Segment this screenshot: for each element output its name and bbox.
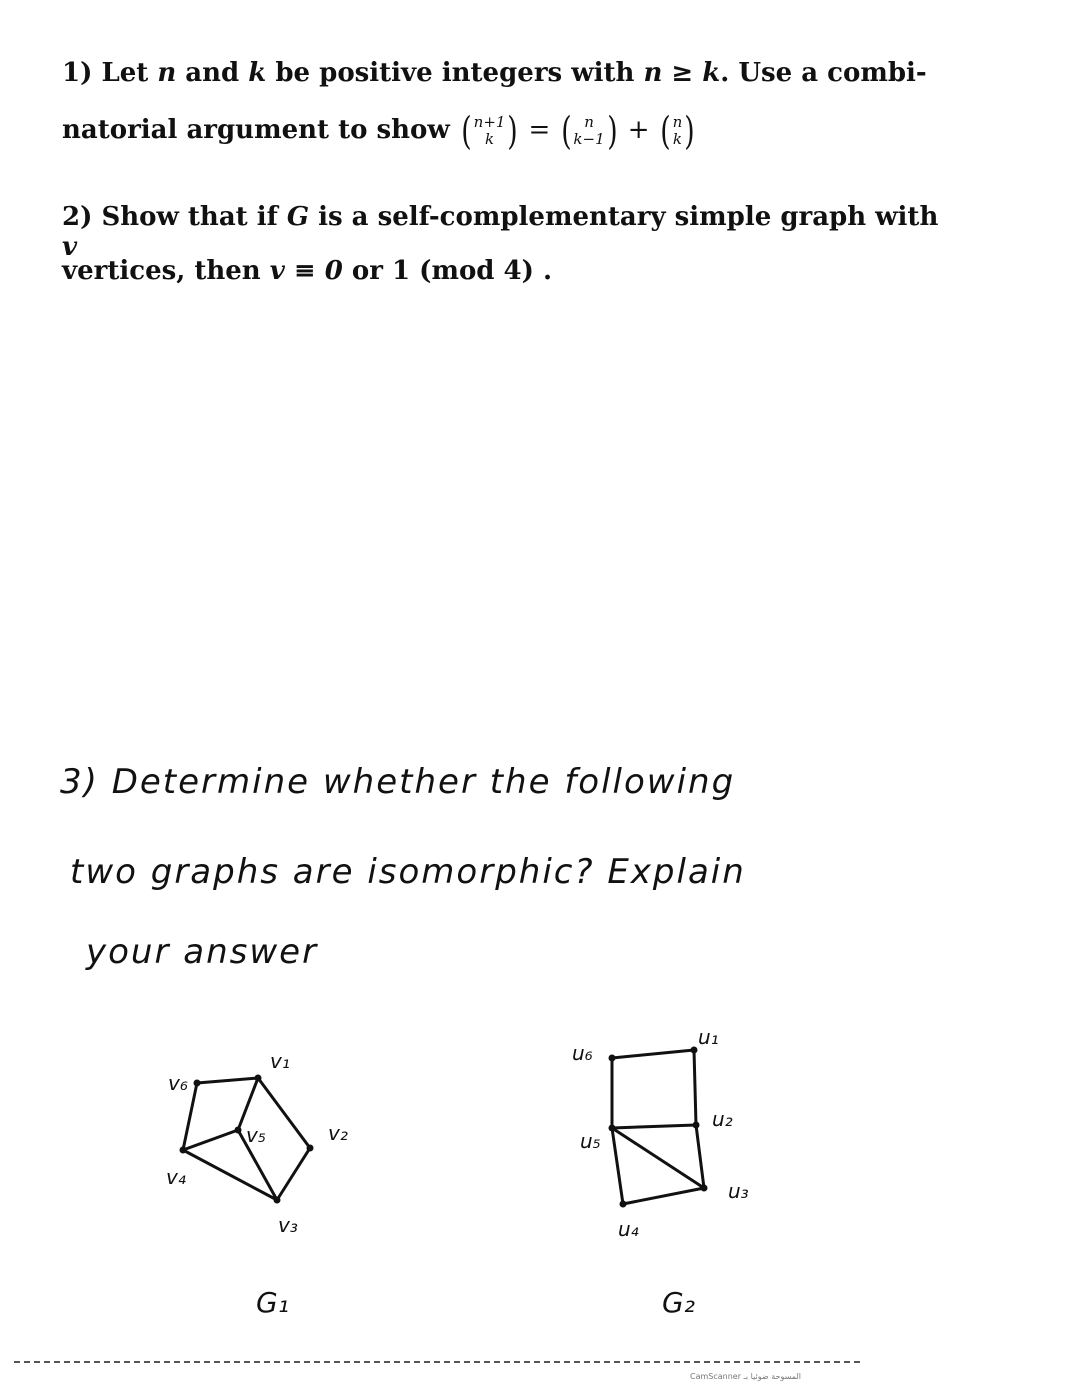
footer-divider (14, 1361, 860, 1363)
question-3-line-1: 3) Determine whether the following (60, 762, 736, 802)
vertex-u2 (693, 1122, 700, 1129)
q2-text: or 1 (mod 4) . (342, 256, 553, 286)
question-2-line-1 (62, 202, 962, 262)
vertex-u3 (701, 1185, 708, 1192)
question-3-line-3: your answer (86, 932, 319, 972)
vertex-u1 (691, 1047, 698, 1054)
graph-g2 (572, 1025, 749, 1319)
var-k: k (248, 58, 267, 88)
label-v4: v₄ (166, 1165, 186, 1189)
graph-g1-name: G₁ (256, 1286, 289, 1319)
edge-u5-u3 (612, 1128, 704, 1188)
binom-bottom: k (672, 130, 682, 148)
label-v2: v₂ (328, 1121, 348, 1145)
binomial-1: ( n+1 k ) (461, 109, 519, 153)
plus-sign: + (619, 115, 658, 145)
equals-sign: = (520, 115, 559, 145)
vertex-v6 (194, 1080, 201, 1087)
edge-u4-u5 (612, 1128, 623, 1204)
label-v3: v₃ (278, 1213, 298, 1237)
scanner-watermark: CamScanner المسوحة ضوئيا بـ (690, 1372, 802, 1381)
q2-text: 2) Show that if (62, 202, 287, 232)
vertex-v1 (255, 1075, 262, 1082)
edge-v6-v1 (197, 1078, 258, 1083)
vertex-u4 (620, 1201, 627, 1208)
vertex-u5 (609, 1125, 616, 1132)
label-v6: v₆ (168, 1071, 188, 1095)
q1-text: 1) Let (62, 58, 158, 88)
var-v: v (62, 232, 78, 262)
label-v5: v₅ (246, 1123, 266, 1147)
edge-u2-u3 (696, 1125, 704, 1188)
binom-bottom: k−1 (573, 130, 605, 148)
q1-text: . Use a combi- (720, 58, 927, 88)
vertex-v3 (274, 1197, 281, 1204)
q1-text: be positive integers with (266, 58, 644, 88)
binom-top: n (672, 113, 683, 131)
graph-g2-name: G₂ (662, 1286, 695, 1319)
graph-g1 (166, 1049, 348, 1319)
edge-u3-u4 (623, 1188, 704, 1204)
edge-u1-u2 (694, 1050, 696, 1125)
binom-top: n+1 (473, 113, 506, 131)
graphs-figure (0, 1020, 1080, 1350)
label-v1: v₁ (270, 1049, 290, 1073)
vertex-v5 (235, 1127, 242, 1134)
edge-u5-u2 (612, 1125, 696, 1128)
question-3-line-2: two graphs are isomorphic? Explain (70, 852, 746, 892)
q1-text: natorial argument to show (62, 115, 459, 145)
edge-u6-u1 (612, 1050, 694, 1058)
question-1-line-1 (62, 58, 962, 88)
vertex-v4 (180, 1147, 187, 1154)
q2-text: vertices, then (62, 256, 270, 286)
binomial-3: ( n k ) (660, 109, 695, 153)
q1-text: and (176, 58, 249, 88)
question-2-line-2 (62, 256, 962, 286)
label-u5: u₅ (580, 1129, 601, 1153)
q2-text: is a self-complementary simple graph with (309, 202, 939, 232)
congruence: v ≡ 0 (269, 256, 343, 286)
binomial-2: ( n k−1 ) (560, 109, 618, 153)
vertex-v2 (307, 1145, 314, 1152)
edge-v4-v5 (183, 1130, 238, 1150)
label-u4: u₄ (618, 1217, 639, 1241)
vertex-u6 (609, 1055, 616, 1062)
inequality: n ≥ k (643, 58, 721, 88)
question-1-line-2 (62, 109, 962, 153)
label-u1: u₁ (698, 1025, 719, 1049)
edge-v2-v3 (277, 1148, 310, 1200)
binom-top: n (584, 113, 594, 131)
var-G: G (286, 202, 310, 232)
label-u2: u₂ (712, 1107, 733, 1131)
label-u3: u₃ (728, 1179, 749, 1203)
label-u6: u₆ (572, 1041, 593, 1065)
var-n: n (157, 58, 177, 88)
binom-bottom: k (485, 130, 495, 148)
